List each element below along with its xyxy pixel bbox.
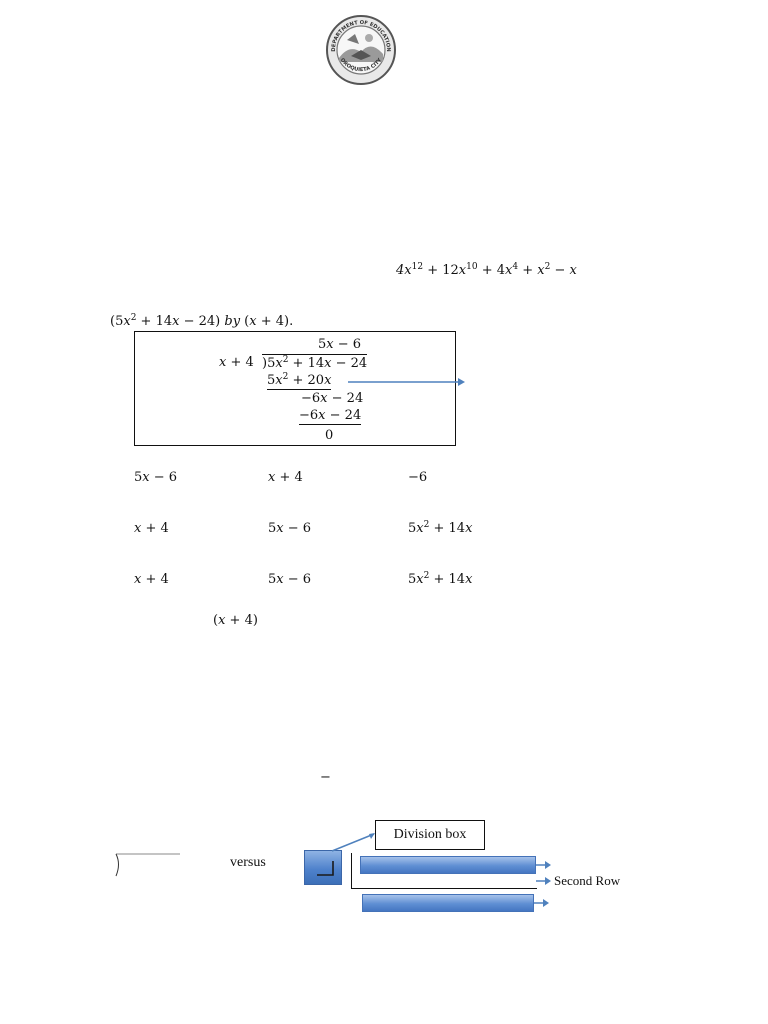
divisor: x + 4	[219, 355, 254, 370]
first-row-bar	[360, 856, 536, 874]
factor-note: (x + 4)	[213, 613, 258, 628]
second-row-arrow	[536, 875, 552, 887]
problem-statement: $(5x^2 + 14x - 24)$ by (x + 4).	[110, 313, 294, 329]
bracket-vertical	[351, 853, 352, 889]
department-seal	[325, 14, 397, 86]
division-box-connector	[330, 830, 378, 854]
row-1-col-2: x + 4	[268, 470, 303, 485]
row-2-col-3: $5x^2 + 14x$	[408, 520, 473, 536]
quotient: 5x − 6	[318, 337, 362, 352]
versus-label: versus	[230, 855, 266, 870]
third-row-arrow	[534, 897, 550, 909]
row-3-col-3: $5x^2 + 14x$	[408, 571, 473, 587]
bracket-horizontal	[351, 888, 537, 889]
second-row-label: Second Row	[554, 873, 621, 888]
division-step-1: $5x^2 + 20x$	[267, 372, 332, 388]
first-row-arrow	[536, 859, 552, 871]
division-box-label: Division box	[375, 820, 485, 850]
division-step-2: −6x − 24	[301, 391, 364, 406]
division-remainder: 0	[325, 428, 334, 443]
row-2-col-1: x + 4	[134, 521, 169, 536]
seal-ring-text-top: DEPARTMENT OF EDUCATION	[330, 19, 392, 52]
division-step-3: −6x − 24	[299, 408, 362, 423]
row-3-col-2: 5x − 6	[268, 572, 312, 587]
division-box-square	[304, 850, 342, 885]
row-1-col-1: 5x − 6	[134, 470, 178, 485]
dash-mark: −	[320, 770, 331, 785]
division-arrow	[348, 376, 466, 388]
polynomial-example: $4x^{12} + 12x^{10} + 4x^4 + x^2 - x$	[396, 262, 577, 278]
seal-ring-text-bottom: OROQUIETA CITY	[338, 57, 384, 74]
third-row-bar	[362, 894, 534, 912]
division-symbol	[112, 852, 184, 878]
row-2-col-2: 5x − 6	[268, 521, 312, 536]
row-1-col-3: −6	[408, 470, 428, 485]
dividend: )$5x^2 + 14x - 24$	[262, 355, 368, 371]
row-3-col-1: x + 4	[134, 572, 169, 587]
